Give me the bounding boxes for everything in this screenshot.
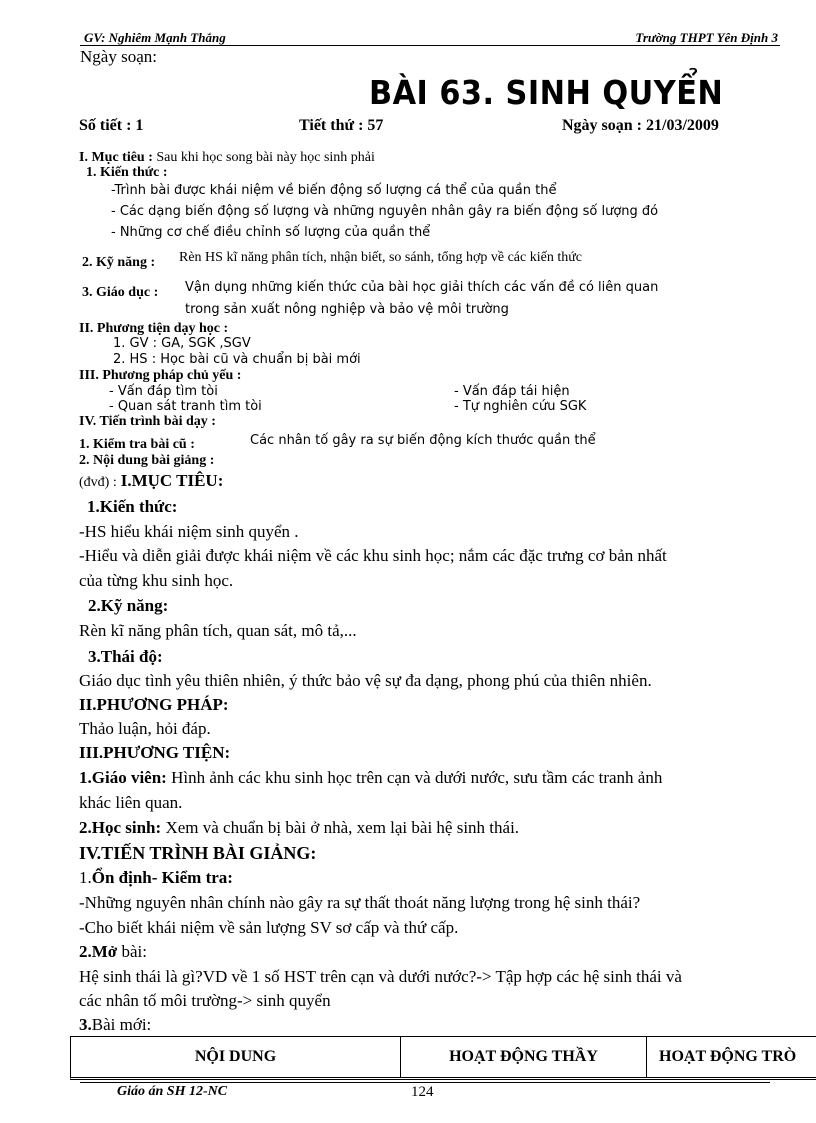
new-lesson-heading-line <box>79 1015 151 1035</box>
objectives-text: Sau khi học song bài này học sinh phải <box>156 150 375 165</box>
lesson-plan-table <box>70 1036 816 1080</box>
new-lesson-heading: Bài mới: <box>91 1015 152 1034</box>
dvd-prefix: (đvđ) : <box>79 475 117 490</box>
attitude-heading: 3.Thái độ: <box>88 647 163 666</box>
table-header-student-activity: HOẠT ĐỘNG TRÒ <box>659 1048 797 1065</box>
skills-heading: 2.Kỹ năng: <box>88 596 169 615</box>
teacher-materials-line <box>79 768 662 788</box>
student-materials-line <box>79 818 519 838</box>
method-line: Thảo luận, hỏi đáp. <box>79 719 211 738</box>
procedure-label: IV. Tiến trình bài dạy : <box>79 414 216 429</box>
method-item: - Quan sát tranh tìm tòi <box>109 399 262 414</box>
table-header-content: NỘI DUNG <box>71 1037 401 1077</box>
knowledge-item: - Những cơ chế điều chỉnh số lượng của quần thể <box>111 225 431 240</box>
header-school: Trường THPT Yên Định 3 <box>635 30 778 45</box>
top-date-label: Ngày soạn: <box>80 47 157 66</box>
stabilize-question: -Cho biết khái niệm về sản lượng SV sơ cấp và thứ cấp. <box>79 918 459 937</box>
objectives-heading: I.MỤC TIÊU: <box>120 471 224 490</box>
skills-text: Rèn HS kĩ năng phân tích, nhận biết, so sánh, tổng hợp về các kiến thức <box>179 250 583 265</box>
header-teacher: GV: Nghiêm Mạnh Thắng <box>84 30 226 45</box>
skills-line: Rèn kĩ năng phân tích, quan sát, mô tả,... <box>79 621 357 640</box>
review-text: Các nhân tố gây ra sự biến động kích thước quần thể <box>250 433 596 448</box>
knowledge-item: - Các dạng biến động số lượng và những nguyên nhân gây ra biến động số lượng đó <box>111 204 659 219</box>
method-item: - Vấn đáp tái hiện <box>454 384 570 399</box>
footer-title: Giáo án SH 12-NC <box>117 1084 228 1099</box>
knowledge-line: -Hiểu và diễn giải được khái niệm về các khu sinh học; nắm các đặc trưng cơ bản nhất <box>79 546 667 565</box>
skills-label: 2. Kỹ năng : <box>82 255 156 270</box>
intro-heading: 2.Mở <box>79 942 118 961</box>
period-count: Số tiết : 1 <box>79 117 144 134</box>
student-label: 2.Học sinh: <box>79 818 162 837</box>
teacher-text: Hình ảnh các khu sinh học trên cạn và dưới nước, sưu tầm các tranh ảnh <box>171 768 663 787</box>
period-number: Tiết thứ : 57 <box>299 117 384 134</box>
page-number: 124 <box>411 1084 434 1100</box>
stabilize-question: -Những nguyên nhân chính nào gây ra sự thất thoát năng lượng trong hệ sinh thái? <box>79 893 641 912</box>
objectives-line <box>79 150 375 166</box>
footer-rule <box>80 1082 770 1083</box>
knowledge-item: -Trình bài được khái niệm về biến động số lượng cá thể của quần thể <box>111 183 557 198</box>
new-lesson-number: 3. <box>79 1015 92 1034</box>
intro-heading-line <box>79 942 147 962</box>
attitude-line: Giáo dục tình yêu thiên nhiên, ý thức bảo vệ sự đa dạng, phong phú của thiên nhiên. <box>79 671 652 690</box>
teacher-label: 1.Giáo viên: <box>79 768 167 787</box>
knowledge-label: 1. Kiến thức : <box>86 165 168 180</box>
header-rule <box>80 45 780 46</box>
method-item: - Vấn đáp tìm tòi <box>109 384 218 399</box>
education-line-2: trong sản xuất nông nghiệp và bảo vệ môi trường <box>185 302 509 317</box>
methods-label: III. Phương pháp chủ yếu : <box>79 368 242 383</box>
teacher-materials-line-2: khác liên quan. <box>79 793 183 812</box>
stabilize-prefix: 1. <box>79 868 92 887</box>
method-heading: II.PHƯƠNG PHÁP: <box>79 695 229 714</box>
education-label: 3. Giáo dục : <box>82 285 159 300</box>
method-item: - Tự nghiên cứu SGK <box>454 399 587 414</box>
prep-date: Ngày soạn : 21/03/2009 <box>562 117 719 134</box>
objectives-heading-line <box>79 471 223 491</box>
intro-line: các nhân tố môi trường-> sinh quyển <box>79 991 331 1010</box>
knowledge-line: -HS hiểu khái niệm sinh quyển . <box>79 522 299 541</box>
knowledge-heading: 1.Kiến thức: <box>87 497 178 516</box>
stabilize-heading-line <box>79 868 233 888</box>
objectives-label: I. Mục tiêu : <box>79 150 153 165</box>
education-line-1: Vận dụng những kiến thức của bài học giải thích các vấn đề có liên quan <box>185 280 659 295</box>
teaching-aid-item: 1. GV : GA, SGK ,SGV <box>113 336 251 351</box>
table-header-teacher-activity: HOẠT ĐỘNG THẦY <box>401 1037 647 1077</box>
procedure-heading: IV.TIẾN TRÌNH BÀI GIẢNG: <box>79 843 317 863</box>
student-text: Xem và chuẩn bị bài ở nhà, xem lại bài hệ sinh thái. <box>165 818 520 837</box>
intro-line: Hệ sinh thái là gì?VD về 1 số HST trên cạn và dưới nước?-> Tập hợp các hệ sinh thái và <box>79 967 682 986</box>
teaching-aid-item: 2. HS : Học bài cũ và chuẩn bị bài mới <box>113 352 361 367</box>
lesson-content-label: 2. Nội dung bài giảng : <box>79 453 215 468</box>
materials-heading: III.PHƯƠNG TIỆN: <box>79 743 231 762</box>
teaching-aids-label: II. Phương tiện dạy học : <box>79 321 229 336</box>
knowledge-line: của từng khu sinh học. <box>79 571 234 590</box>
review-label: 1. Kiểm tra bài cũ : <box>79 437 195 452</box>
stabilize-heading: Ổn định- Kiểm tra: <box>91 868 233 887</box>
lesson-title: BÀI 63. SINH QUYỂN <box>369 73 724 112</box>
intro-heading-suffix: bài: <box>121 942 147 961</box>
